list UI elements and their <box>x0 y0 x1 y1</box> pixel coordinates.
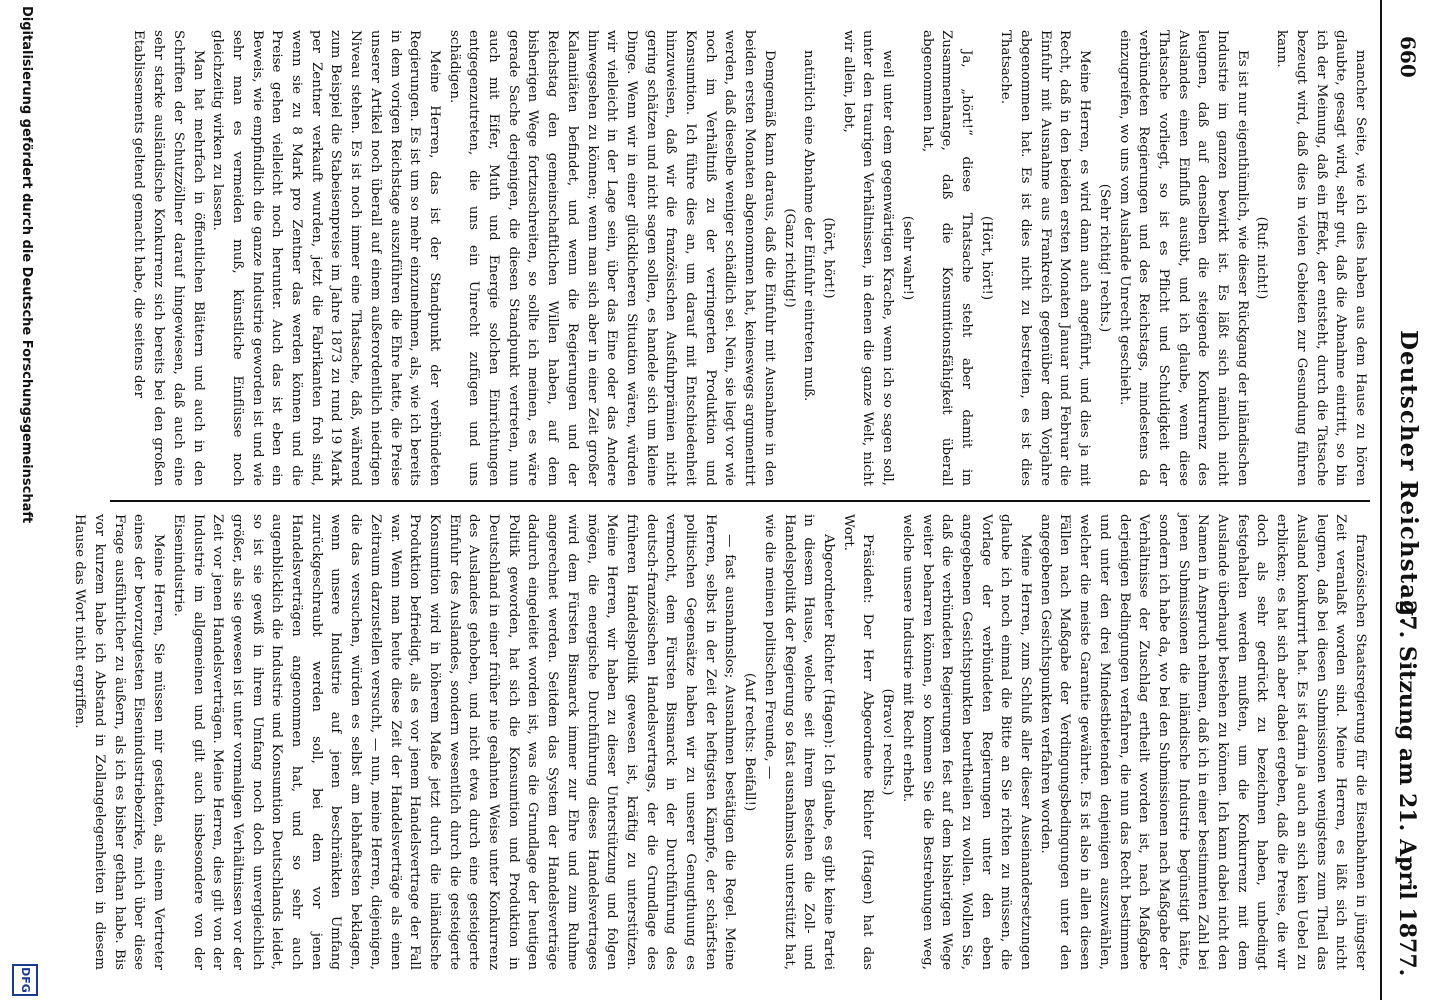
paragraph: — fast ausnahmslos; Ausnahmen bestätigen die Regel. Meine Herren, selbst in der Zeit der heftigsten Kämpfe, der schärfsten politischen Gegensätze haben wir zu unserer Genugthuung es vermocht, dem Fürsten Bismarck in der Durchführung des deutsch-französischen Handelsvertrags, der die Grundlage des früheren Handelspolitik gewesen ist, kräftig zu unterstützen. Meine Herren, wir haben zu dieser Unterstützung und folgen mögen, die energische Durchführung dieses Handelsvertrages wird dem Fürsten Bismarck immer zur Ehre und zum Ruhme angerechnet werden. Seitdem das System der Handelsverträge dadurch eingeleitet worden ist, was die Grundlage der heutigen Politik geworden, hat sich die Konsumtion und Produktion in Deutschland in einer früher nie geahnten Weise unter Konkurrenz des Auslandes gehoben, und nicht etwa durch eine gesteigerte Einfuhr des Auslandes, sondern wesentlich durch die gesteigerte Konsumtion wird in höherem Maße jetzt durch die inländische Produktion befriedigt, als es vor jenem Handelsvertrage der Fall war. Wenn man heute diese Zeit der Handelsverträge als einen Zeitraum darzustellen versucht, — nun, meine Herren, diejenigen, die das versuchen, würden es selbst am lebhaftesten beklagen, wenn unsere Industrie auf jenen beschränkten Umfang zurückgeschraubt werden soll, bei dem vor jenen Handelsverträgen angenommen hat, und so sehr auch augenblicklich die Industrie und Konsumtion Deutschlands leidet, so ist sie gewiß in ihrem Umfang noch doch unvergleichlich größer, als sie gewesen ist unter vormaligen Verhältnissen vor der Zeit vor jenen Handelsverträgen. Meine Herren, dies gilt von der Industrie im allgemeinen und gilt auch insbesondere von der Eisenindustrie. <box>170 514 738 970</box>
paragraph: Meine Herren, es wird dann auch angeführt, und dies ja mit Recht, daß in den beiden ersten Monaten Januar und Februar die Einfuhr mit Ausnahme aus Frankreich gegenüber dem Vorjahre abgenommen hat. Es ist dies nicht zu bestreiten, es ist dies Thatsache. <box>998 30 1093 486</box>
paragraph: mancher Seite, wie ich dies haben aus dem Hause zu hören glaubte, gesagt wird, sehr gut, daß die Abnahme eintritt, so bin ich der Meinung, daß ein Effekt, der entsteht, durch die Tatsache bezeugt wird, daß dies in vielen Gebieten zur Gesundung führen kann. <box>1274 30 1368 486</box>
paragraph: (Auf rechts: Beifall!) <box>742 672 758 812</box>
digitization-credit: Digitalisierung gefördert durch die Deutsche Forschungsgemeinschaft <box>19 6 34 524</box>
digitization-footer <box>8 0 42 1000</box>
paragraph: natürlich eine Abnahme der Einfuhr eintreten muß. <box>801 50 817 402</box>
paragraph: Präsident: Der Herr Abgeordnete Richter (Hagen) hat das Wort. <box>840 514 876 970</box>
paragraph: Es ist nur eigenthümlich, wie dieser Rückgang der inländischen Industrie im ganzen bewirkt ist. Es läßt sich nämlich nicht leugnen, daß auf denselben die steigende Konkurrenz des Auslandes einen Einfluß ausübt, und ich glaube, wenn diese Thatsache vorliegt, so ist es Pflicht und Schuldigkeit der verbündeten Regierungen und des Reichstags, mindestens da einzugreifen, wo uns vom Auslande Unrecht geschieht. <box>1116 30 1250 486</box>
right-text-column <box>72 514 1370 970</box>
paragraph: (hört, hört!) <box>821 217 837 299</box>
paragraph: französischen Staatsregierung für die Eisenbahnen in jüngster Zeit veranlaßt worden sind. Meine Herren, es läßt sich nicht leugnen, daß bei diesen Submissionen wenigstens zum Theil das Ausland konkurrirt hat. Es ist darin ja auch an sich kein Uebel zu erblicken; es hat sich aber dabei ergeben, daß die Preise, die wir doch als sehr gedrückt zu bezeichnen haben, unbedingt festgehalten werden mußten, um die Konkurrenz mit dem Auslande überhaupt bestehen zu können. Ich kann dabei nicht den Namen in Anspruch nehmen, daß ich in einer bestimmten Zahl bei jenen Submissionen die inländische Industrie begünstigt hätte, sondern ich habe da, wo bei den Submissionen nach Maßgabe der Verhältnisse der Zuschlag ertheilt worden ist, nach Maßgabe derjenigen Bedingungen verfahren, die nun das Recht bestimmen und unter den drei Mindestbietenden denjenigen auszuwählen, welcher die meiste Garantie gewährte. Es ist also in allen diesen Fällen nach Maßgabe der Verdingungsbedingungen unter den angegebenen Gesichtspunkten verfahren worden. <box>1037 514 1368 970</box>
paragraph: weil unter dem gegenwärtigen Krache, wenn ich so sagen soll, unter den traurigen Verhältnissen, in denen die ganze Welt, nicht wir allein, lebt, <box>840 30 896 486</box>
column-divider <box>110 500 1370 502</box>
paragraph: Demgemäß kann daraus, daß die Einfuhr mit Ausnahme in den beiden ersten Monaten abgenommen hat, keineswegs argumentirt werden, daß dieselbe weniger schädlich sei. Nein, sie liegt vor wie noch im Verhältniß zu der verringerten Produktion und Konsumtion. Ich führe dies an, um darauf mit Entschiedenheit hinzuweisen, daß wir die französischen Ausfuhrprämien nicht gering schätzen und nicht sagen sollen, es handele sich um kleine Dinge. Wenn wir in einer glücklicheren Situation wären, würden wir vielleicht in der Lage sein, über das Eine oder das Andere hinwegsehen zu können; wenn man sich aber in einer Zeit großer Kalamitäten befindet, und wenn die Regierungen und der Reichstag den gemeinschaftlichen Willen haben, auf dem bisherigen Wege fortzuschreiten, so sollte ich meinen, es wäre gerade Sache derjenigen, die diesen Standpunkt vertreten, nun auch mit Eifer, Muth und Energie solchen Einrichtungen entgegenzutreten, die uns ein Unrecht zufügen und uns schädigen. <box>446 30 777 486</box>
paragraph: (Sehr richtig! rechts.) <box>1096 183 1112 333</box>
page-number: 660 <box>1396 36 1420 78</box>
left-text-column <box>110 30 1370 486</box>
paragraph: (Hört, hört!) <box>978 215 994 301</box>
page-title: Deutscher Reichstag. <box>1395 330 1422 627</box>
paragraph: Abgeordneter Richter (Hagen): Ich glaube, es gibt keine Partei in diesem Hause, welche seit ihrem Bestehen die Zoll- und Handelspolitik der Regierung so fast ausnahmslos unterstützt hat, wie die meinen politischen Freunde, — <box>761 514 837 970</box>
paragraph: (Ruf: nicht!) <box>1254 216 1270 300</box>
paragraph: Meine Herren, Sie müssen mir gestatten, als einem Vertreter eines der bevorzugtesten Eisenindustriebezirke, mich über diese Frage ausführlicher zu äußern, als ich es bisher gethan habe. Bis vor kurzem habe ich Abstand in Zollangelegenheiten in diesem Hause das Wort nicht ergriffen. <box>72 514 167 970</box>
paragraph: Ja, „hört!“ diese Thatsache steht aber damit im Zusammenhange, daß die Konsumtionsfähigkeit überall abgenommen hat, <box>919 30 974 486</box>
paragraph: (Bravo! rechts.) <box>880 688 896 796</box>
paragraph: (sehr wahr!) <box>899 215 915 301</box>
session-heading: 27. Sitzung am 21. April 1877. <box>1394 600 1420 977</box>
page-header <box>1380 0 1430 1000</box>
paragraph: Meine Herren, zum Schluß aller dieser Auseinandersetzungen glaube ich noch einmal die Bitte an Sie richten zu müssen, die Vorlage der verbündeten Regierungen unter den eben angegebenen Gesichtspunkten beurtheilen zu wollen. Wollen Sie, daß die verbündeten Regierungen fest auf dem bisherigen Wege weiter beharren können, so kommen Sie die Bestrebungen weg, welche unsere Industrie mit Recht erhebt. <box>899 514 1034 970</box>
paragraph: (Ganz richtig!) <box>781 208 797 308</box>
paragraph: Man hat mehrfach in öffentlichen Blättern und auch in den Schriften der Schutzzöllner darauf hingewiesen, daß auch eine sehr starke ausländische Konkurrenz sich bereits bei den großen Etablissements geltend gemacht habe, die seitens der <box>131 30 206 486</box>
paragraph: Meine Herren, das ist der Standpunkt der verbündeten Regierungen. Es ist um so mehr einzunehmen, als, wie ich bereits in dem vorigen Reichstage auszuführen die Ehre hatte, die Preise unserer Artikel noch überall auf einem außerordentlich niedrigen Niveau stehen. Es ist noch immer eine Thatsache, daß, während zum Beispiel die Stabeisenpreise im Jahre 1873 zu rund 19 Mark per Zentner verkauft wurden, jetzt die Fabrikanten froh sind, wenn sie zu 8 Mark pro Zentner das werden können und die Preise gehen vielleicht noch herunter. Auch das ist eben ein Beweis, wie empfindlich die ganze Industrie geworden ist und wie sehr man es vermeiden muß, künstliche Einflüsse noch gleichzeitig wirken zu lassen. <box>210 30 442 486</box>
dfg-logo: DFG <box>12 964 38 996</box>
